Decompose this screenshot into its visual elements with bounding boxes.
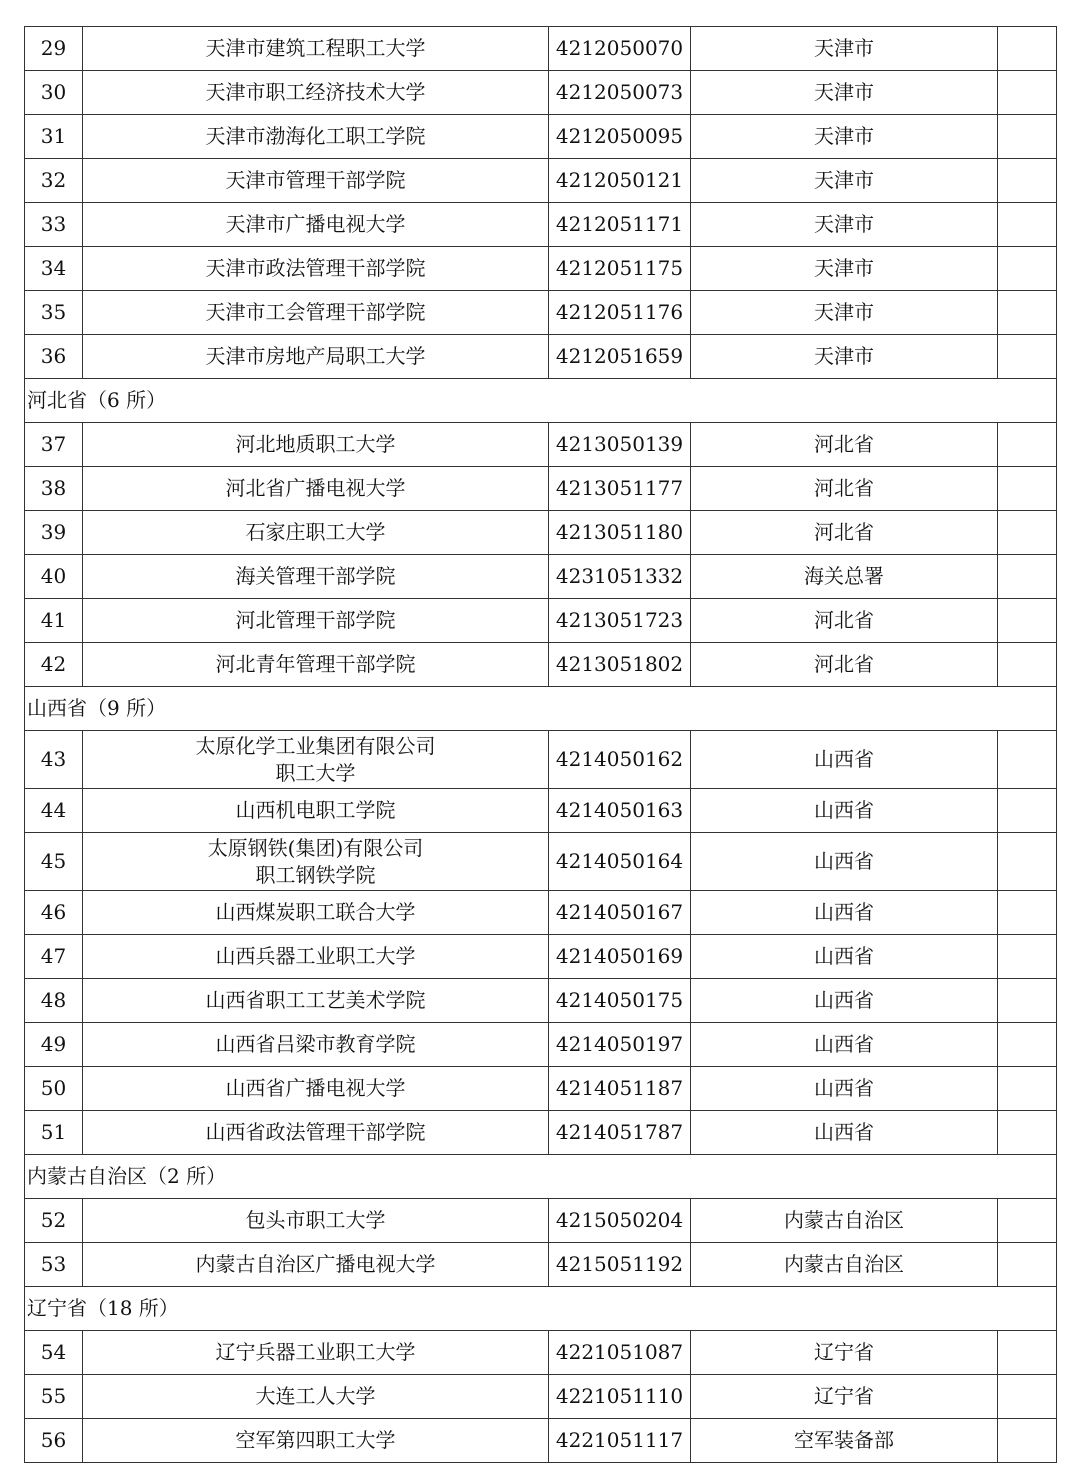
section-header-row [25, 687, 1057, 731]
institution-name-line: 河北省广播电视大学 [225, 476, 406, 500]
institution-code: 4212051171 [549, 203, 691, 247]
supervising-department: 天津市 [691, 71, 998, 115]
institution-name [83, 599, 549, 643]
row-number: 44 [25, 789, 83, 833]
institution-name-line: 大连工人大学 [255, 1384, 376, 1408]
institution-name [83, 159, 549, 203]
institution-name-line: 天津市政法管理干部学院 [205, 256, 426, 280]
row-number: 46 [25, 891, 83, 935]
supervising-department: 内蒙古自治区 [691, 1199, 998, 1243]
institution-name [83, 979, 549, 1023]
institution-name-line: 天津市建筑工程职工大学 [205, 36, 426, 60]
institution-name [83, 71, 549, 115]
supervising-department: 天津市 [691, 291, 998, 335]
institution-name-line: 职工钢铁学院 [255, 862, 376, 887]
note-cell [998, 71, 1057, 115]
note-cell [998, 203, 1057, 247]
table-row [25, 511, 1057, 555]
institution-code: 4214050175 [549, 979, 691, 1023]
row-number: 54 [25, 1331, 83, 1375]
section-header-row [25, 1155, 1057, 1199]
table-row [25, 731, 1057, 789]
supervising-department: 山西省 [691, 979, 998, 1023]
table-row [25, 115, 1057, 159]
institution-code: 4213051180 [549, 511, 691, 555]
row-number: 52 [25, 1199, 83, 1243]
institution-name-line: 河北青年管理干部学院 [215, 652, 416, 676]
section-title: 辽宁省（18 所） [25, 1287, 1057, 1331]
note-cell [998, 1331, 1057, 1375]
supervising-department: 辽宁省 [691, 1375, 998, 1419]
table-row [25, 833, 1057, 891]
institution-name-line: 河北地质职工大学 [235, 432, 396, 456]
note-cell [998, 511, 1057, 555]
institution-name-line: 山西省职工工艺美术学院 [205, 988, 426, 1012]
institution-name [83, 731, 549, 789]
row-number: 43 [25, 731, 83, 789]
supervising-department: 山西省 [691, 789, 998, 833]
note-cell [998, 115, 1057, 159]
row-number: 53 [25, 1243, 83, 1287]
table-row [25, 247, 1057, 291]
institution-code: 4213051802 [549, 643, 691, 687]
institution-name [83, 27, 549, 71]
supervising-department: 天津市 [691, 335, 998, 379]
institution-code: 4213050139 [549, 423, 691, 467]
institution-name-line: 辽宁兵器工业职工大学 [215, 1340, 416, 1364]
institution-code: 4213051723 [549, 599, 691, 643]
supervising-department: 山西省 [691, 1067, 998, 1111]
row-number: 31 [25, 115, 83, 159]
note-cell [998, 1067, 1057, 1111]
table-row [25, 643, 1057, 687]
supervising-department: 山西省 [691, 833, 998, 891]
row-number: 50 [25, 1067, 83, 1111]
institution-code: 4214050163 [549, 789, 691, 833]
row-number: 48 [25, 979, 83, 1023]
institution-name [83, 203, 549, 247]
row-number: 30 [25, 71, 83, 115]
table-row [25, 1375, 1057, 1419]
institution-name-line: 职工大学 [275, 760, 356, 785]
row-number: 29 [25, 27, 83, 71]
section-header-row [25, 1287, 1057, 1331]
institution-name [83, 1375, 549, 1419]
institution-code: 4214050164 [549, 833, 691, 891]
institution-code: 4212050073 [549, 71, 691, 115]
row-number: 39 [25, 511, 83, 555]
supervising-department: 山西省 [691, 1111, 998, 1155]
institution-code: 4214050167 [549, 891, 691, 935]
row-number: 42 [25, 643, 83, 687]
note-cell [998, 423, 1057, 467]
table-row [25, 467, 1057, 511]
supervising-department: 天津市 [691, 115, 998, 159]
institution-code: 4212051659 [549, 335, 691, 379]
institution-code: 4221051087 [549, 1331, 691, 1375]
institution-name-line: 山西省广播电视大学 [225, 1076, 406, 1100]
institution-name-line: 山西煤炭职工联合大学 [215, 900, 416, 924]
row-number: 40 [25, 555, 83, 599]
institution-code: 4212051176 [549, 291, 691, 335]
institution-name-line: 河北管理干部学院 [235, 608, 396, 632]
institution-name-line: 山西省政法管理干部学院 [205, 1120, 426, 1144]
table-row [25, 1243, 1057, 1287]
supervising-department: 内蒙古自治区 [691, 1243, 998, 1287]
supervising-department: 辽宁省 [691, 1331, 998, 1375]
row-number: 49 [25, 1023, 83, 1067]
table-row [25, 555, 1057, 599]
note-cell [998, 555, 1057, 599]
note-cell [998, 247, 1057, 291]
note-cell [998, 833, 1057, 891]
institution-name [83, 1419, 549, 1463]
supervising-department: 天津市 [691, 247, 998, 291]
institution-name [83, 1023, 549, 1067]
note-cell [998, 1243, 1057, 1287]
table-row [25, 27, 1057, 71]
institution-name [83, 1199, 549, 1243]
note-cell [998, 891, 1057, 935]
institution-table [24, 26, 1057, 1463]
table-row [25, 1331, 1057, 1375]
institution-name [83, 555, 549, 599]
institution-name-line: 天津市广播电视大学 [225, 212, 406, 236]
supervising-department: 山西省 [691, 891, 998, 935]
row-number: 55 [25, 1375, 83, 1419]
section-title: 河北省（6 所） [25, 379, 1057, 423]
supervising-department: 河北省 [691, 467, 998, 511]
table-body [25, 27, 1057, 1463]
table-row [25, 935, 1057, 979]
row-number: 56 [25, 1419, 83, 1463]
institution-code: 4212050070 [549, 27, 691, 71]
supervising-department: 空军装备部 [691, 1419, 998, 1463]
institution-name [83, 1067, 549, 1111]
institution-code: 4212050095 [549, 115, 691, 159]
institution-name [83, 935, 549, 979]
institution-name [83, 467, 549, 511]
institution-code: 4214050169 [549, 935, 691, 979]
table-row [25, 291, 1057, 335]
note-cell [998, 979, 1057, 1023]
section-title: 山西省（9 所） [25, 687, 1057, 731]
institution-name-line: 石家庄职工大学 [245, 520, 386, 544]
supervising-department: 天津市 [691, 27, 998, 71]
institution-name-line: 山西省吕梁市教育学院 [215, 1032, 416, 1056]
supervising-department: 山西省 [691, 935, 998, 979]
institution-code: 4215050204 [549, 1199, 691, 1243]
note-cell [998, 1419, 1057, 1463]
institution-name [83, 115, 549, 159]
note-cell [998, 1023, 1057, 1067]
row-number: 47 [25, 935, 83, 979]
supervising-department: 山西省 [691, 731, 998, 789]
row-number: 35 [25, 291, 83, 335]
institution-name-line: 天津市房地产局职工大学 [205, 344, 426, 368]
institution-code: 4221051110 [549, 1375, 691, 1419]
note-cell [998, 27, 1057, 71]
table-row [25, 1199, 1057, 1243]
row-number: 36 [25, 335, 83, 379]
institution-code: 4231051332 [549, 555, 691, 599]
institution-name-line: 太原化学工业集团有限公司 [195, 733, 436, 758]
institution-name [83, 643, 549, 687]
institution-code: 4214051787 [549, 1111, 691, 1155]
institution-name [83, 1331, 549, 1375]
institution-name-line: 天津市渤海化工职工学院 [205, 124, 426, 148]
table-row [25, 1067, 1057, 1111]
table-row [25, 159, 1057, 203]
table-row [25, 1419, 1057, 1463]
institution-code: 4213051177 [549, 467, 691, 511]
institution-name [83, 247, 549, 291]
institution-name [83, 423, 549, 467]
table-row [25, 789, 1057, 833]
note-cell [998, 291, 1057, 335]
institution-name [83, 1111, 549, 1155]
institution-name [83, 335, 549, 379]
row-number: 45 [25, 833, 83, 891]
table-row [25, 203, 1057, 247]
note-cell [998, 643, 1057, 687]
row-number: 41 [25, 599, 83, 643]
institution-name-line: 包头市职工大学 [245, 1208, 386, 1232]
note-cell [998, 159, 1057, 203]
institution-code: 4215051192 [549, 1243, 691, 1287]
institution-name-line: 天津市管理干部学院 [225, 168, 406, 192]
note-cell [998, 1199, 1057, 1243]
institution-name-line: 山西机电职工学院 [235, 798, 396, 822]
note-cell [998, 335, 1057, 379]
supervising-department: 河北省 [691, 643, 998, 687]
institution-name-line: 天津市工会管理干部学院 [205, 300, 426, 324]
table-row [25, 71, 1057, 115]
institution-name-line: 海关管理干部学院 [235, 564, 396, 588]
institution-code: 4214050197 [549, 1023, 691, 1067]
table-row [25, 423, 1057, 467]
table-row [25, 335, 1057, 379]
table-row [25, 1111, 1057, 1155]
table-row [25, 599, 1057, 643]
supervising-department: 河北省 [691, 599, 998, 643]
table-row [25, 979, 1057, 1023]
note-cell [998, 1375, 1057, 1419]
table-row [25, 1023, 1057, 1067]
institution-name-line: 空军第四职工大学 [235, 1428, 396, 1452]
table-row [25, 891, 1057, 935]
institution-code: 4221051117 [549, 1419, 691, 1463]
supervising-department: 河北省 [691, 511, 998, 555]
row-number: 34 [25, 247, 83, 291]
institution-name [83, 291, 549, 335]
supervising-department: 山西省 [691, 1023, 998, 1067]
institution-name [83, 833, 549, 891]
note-cell [998, 1111, 1057, 1155]
institution-name [83, 891, 549, 935]
institution-name-line: 天津市职工经济技术大学 [205, 80, 426, 104]
row-number: 38 [25, 467, 83, 511]
institution-name-line: 山西兵器工业职工大学 [215, 944, 416, 968]
institution-code: 4212050121 [549, 159, 691, 203]
note-cell [998, 599, 1057, 643]
supervising-department: 天津市 [691, 159, 998, 203]
institution-name [83, 789, 549, 833]
institution-name-line: 太原钢铁(集团)有限公司 [207, 835, 424, 860]
note-cell [998, 935, 1057, 979]
note-cell [998, 789, 1057, 833]
row-number: 32 [25, 159, 83, 203]
row-number: 37 [25, 423, 83, 467]
institution-code: 4214051187 [549, 1067, 691, 1111]
institution-name [83, 1243, 549, 1287]
supervising-department: 天津市 [691, 203, 998, 247]
supervising-department: 河北省 [691, 423, 998, 467]
institution-name-line: 内蒙古自治区广播电视大学 [195, 1252, 436, 1276]
institution-code: 4214050162 [549, 731, 691, 789]
note-cell [998, 731, 1057, 789]
institution-name [83, 511, 549, 555]
section-header-row [25, 379, 1057, 423]
note-cell [998, 467, 1057, 511]
row-number: 33 [25, 203, 83, 247]
section-title: 内蒙古自治区（2 所） [25, 1155, 1057, 1199]
supervising-department: 海关总署 [691, 555, 998, 599]
institution-code: 4212051175 [549, 247, 691, 291]
row-number: 51 [25, 1111, 83, 1155]
